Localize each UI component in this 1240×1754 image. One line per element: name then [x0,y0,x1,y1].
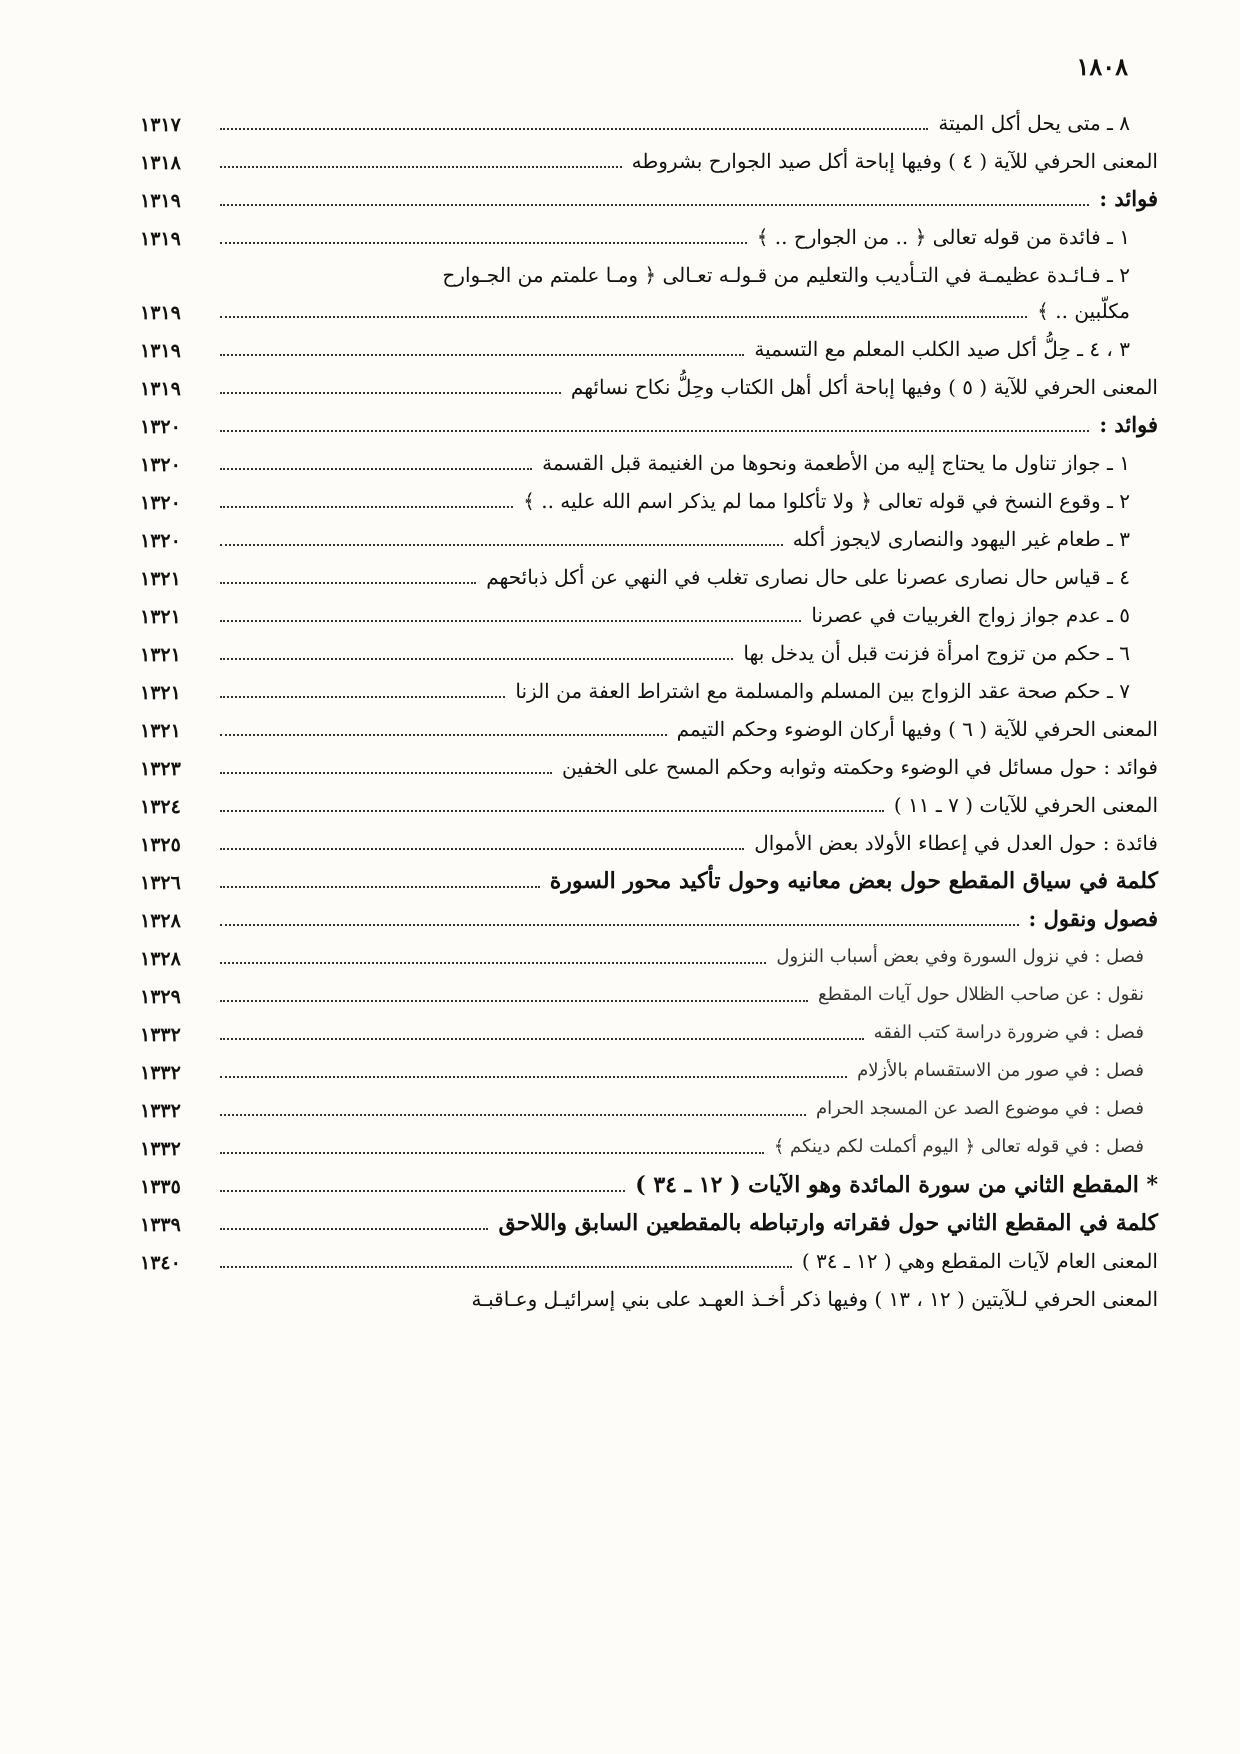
dot-leader [220,1038,864,1040]
toc-entry [140,1286,1158,1312]
toc-entry-page: ١٣٣٢ [140,1024,181,1046]
toc-entry-page: ١٣٢٠ [140,416,181,438]
toc-entry-title: فوائد : [1099,186,1158,211]
toc-entry [140,526,1158,552]
toc-entry [140,754,1158,780]
toc-entry [140,1020,1158,1046]
toc-entry-page: ١٣٢٥ [140,834,181,856]
toc-entry-title: ٢ ـ وقوع النسخ في قوله تعالى ﴿ ولا تأكلوا مما لم يذكر اسم الله عليه .. ﴾ [523,489,1130,513]
dot-leader [220,430,1089,432]
toc-entry [140,1210,1158,1236]
dot-leader [220,658,733,660]
toc-entry-page: ١٣١٩ [140,340,181,362]
dot-leader [220,354,744,356]
toc-entry [140,868,1158,894]
toc-entry-title: المعنى الحرفي للآيات ( ٧ ـ ١١ ) [893,793,1158,817]
toc-entry [140,830,1158,856]
toc-entry [140,716,1158,742]
toc-entry [140,678,1158,704]
toc-entry [140,792,1158,818]
dot-leader [220,582,476,584]
dot-leader [220,1190,625,1192]
toc-entry-page: ١٣٢١ [140,644,181,666]
toc-entry [140,602,1158,628]
toc-entry-page: ١٣١٨ [140,152,181,174]
dot-leader [220,848,744,850]
dot-leader [220,734,667,736]
toc-entry [140,262,1158,288]
toc-entry-page: ١٣٣٢ [140,1062,181,1084]
toc-entry-page: ١٣١٩ [140,228,181,250]
dot-leader [220,1152,764,1154]
toc-entry [140,1172,1158,1198]
toc-entry-title: فصول ونقول : [1028,906,1158,931]
toc-entry-title: المعنى العام لآيات المقطع وهي ( ١٢ ـ ٣٤ ) [801,1249,1158,1273]
dot-leader [220,962,766,964]
toc-entry [140,110,1158,136]
toc-entry [140,944,1158,970]
table-of-contents [140,110,1158,1322]
toc-entry-title: ٣ ، ٤ ـ حِلُّ أكل صيد الكلب المعلم مع التسمية [754,337,1130,361]
toc-entry-title: فصل : في قوله تعالى ﴿ اليوم أكملت لكم دينكم ﴾ [773,1136,1144,1157]
toc-entry [140,1248,1158,1274]
toc-entry-page: ١٣٣٥ [140,1176,181,1198]
toc-entry-title: نقول : عن صاحب الظلال حول آيات المقطع [818,984,1144,1005]
toc-entry-page: ١٣٢٠ [140,454,181,476]
dot-leader [220,166,622,168]
toc-entry [140,336,1158,362]
dot-leader [220,1000,808,1002]
toc-entry [140,450,1158,476]
toc-entry-page: ١٣٢٦ [140,872,181,894]
dot-leader [220,128,928,130]
dot-leader [220,696,505,698]
toc-entry-title: فصل : في ضرورة دراسة كتب الفقه [873,1022,1144,1043]
dot-leader [220,620,801,622]
toc-entry-page: ١٣٢٠ [140,530,181,552]
toc-entry-page: ١٣٢١ [140,682,181,704]
toc-entry-page: ١٣١٩ [140,378,181,400]
toc-entry-page: ١٣٢٤ [140,796,181,818]
toc-entry-page: ١٣٤٠ [140,1252,181,1274]
toc-entry-title: المعنى الحرفي للآية ( ٦ ) وفيها أركان الوضوء وحكم التيمم [676,717,1158,741]
dot-leader [220,1266,792,1268]
toc-entry [140,640,1158,666]
toc-entry [140,186,1158,212]
toc-entry-title: فوائد : حول مسائل في الوضوء وحكمته وثوابه وحكم المسح على الخفين [562,755,1158,779]
toc-entry-title: كلمة في سياق المقطع حول بعض معانيه وحول تأكيد محور السورة [549,868,1158,894]
dot-leader [220,772,552,774]
toc-entry-title: ١ ـ جواز تناول ما يحتاج إليه من الأطعمة ونحوها من الغنيمة قبل القسمة [542,451,1130,475]
dot-leader [220,392,561,394]
toc-entry-page: ١٣٣٩ [140,1214,181,1236]
toc-entry-title: ٧ ـ حكم صحة عقد الزواج بين المسلم والمسلمة مع اشتراط العفة من الزنا [515,679,1130,703]
toc-entry [140,224,1158,250]
toc-entry [140,148,1158,174]
toc-entry-page: ١٣٢١ [140,568,181,590]
toc-entry-title: المعنى الحرفي للآية ( ٥ ) وفيها إباحة أكل أهل الكتاب وحِلُّ نكاح نسائهم [570,375,1158,399]
toc-entry-page: ١٣٢٨ [140,948,181,970]
toc-entry-page: ١٣٢٨ [140,910,181,932]
toc-entry-page: ١٣١٩ [140,302,181,324]
toc-entry-page: ١٣٢١ [140,606,181,628]
toc-entry-title: ٣ ـ طعام غير اليهود والنصارى لايجوز أكله [792,527,1130,551]
toc-entry-page: ١٣٢١ [140,720,181,742]
dot-leader [220,1076,847,1078]
toc-entry-page: ١٣٢٣ [140,758,181,780]
dot-leader [220,468,532,470]
toc-entry [140,298,1158,324]
toc-entry-title: فوائد : [1099,412,1158,437]
toc-entry-title: مكلّبين .. ﴾ [1037,299,1130,323]
dot-leader [220,506,513,508]
dot-leader [220,204,1089,206]
toc-entry-title: ٦ ـ حكم من تزوج امرأة فزنت قبل أن يدخل بها [743,641,1130,665]
toc-entry-title: ٥ ـ عدم جواز زواج الغربيات في عصرنا [811,603,1130,627]
toc-entry-page: ١٣١٩ [140,190,181,212]
dot-leader [220,242,747,244]
toc-entry-page: ١٣٢٩ [140,986,181,1008]
dot-leader [220,810,884,812]
toc-entry [140,412,1158,438]
dot-leader [220,316,1027,318]
toc-entry-title: ٢ ـ فـائـدة عظيمـة في التـأديب والتعليم من قـولـه تعـالى ﴿ ومـا علمتم من الجـوارح [442,263,1130,287]
toc-entry-title: ٨ ـ متى يحل أكل الميتة [938,111,1130,135]
dot-leader [220,1114,806,1116]
toc-entry [140,1134,1158,1160]
dot-leader [220,924,1019,926]
toc-entry-title: فصل : في موضوع الصد عن المسجد الحرام [815,1098,1144,1119]
toc-entry-title: ٤ ـ قياس حال نصارى عصرنا على حال نصارى تغلب في النهي عن أكل ذبائحهم [486,565,1130,589]
toc-entry-title: المعنى الحرفي للآية ( ٤ ) وفيها إباحة أكل صيد الجوارح بشروطه [631,149,1158,173]
toc-entry [140,1058,1158,1084]
page-number: ١٨٠٨ [1076,52,1128,81]
toc-entry-title: المعنى الحرفي لـلآيتين ( ١٢ ، ١٣ ) وفيها ذكر أخـذ العهـد على بني إسرائيـل وعـاقبـة [471,1287,1158,1311]
toc-entry [140,488,1158,514]
toc-entry-title: فصل : في نزول السورة وفي بعض أسباب النزول [776,946,1144,967]
dot-leader [220,544,783,546]
toc-entry-page: ١٣٣٢ [140,1138,181,1160]
toc-entry-title: * المقطع الثاني من سورة المائدة وهو الآيات ( ١٢ ـ ٣٤ ) [635,1172,1158,1198]
toc-entry-page: ١٣٣٢ [140,1100,181,1122]
dot-leader [220,886,540,888]
toc-entry [140,982,1158,1008]
toc-entry-page: ١٣١٧ [140,114,181,136]
toc-entry [140,564,1158,590]
toc-entry [140,1096,1158,1122]
toc-entry-title: فائدة : حول العدل في إعطاء الأولاد بعض الأموال [754,831,1158,855]
toc-entry [140,906,1158,932]
dot-leader [220,1228,488,1230]
toc-entry-title: ١ ـ فائدة من قوله تعالى ﴿ .. من الجوارح .. ﴾ [756,225,1130,249]
toc-entry-title: فصل : في صور من الاستقسام بالأزلام [857,1060,1144,1081]
toc-entry-title: كلمة في المقطع الثاني حول فقراته وارتباطه بالمقطعين السابق واللاحق [498,1210,1158,1236]
toc-entry [140,374,1158,400]
toc-entry-page: ١٣٢٠ [140,492,181,514]
